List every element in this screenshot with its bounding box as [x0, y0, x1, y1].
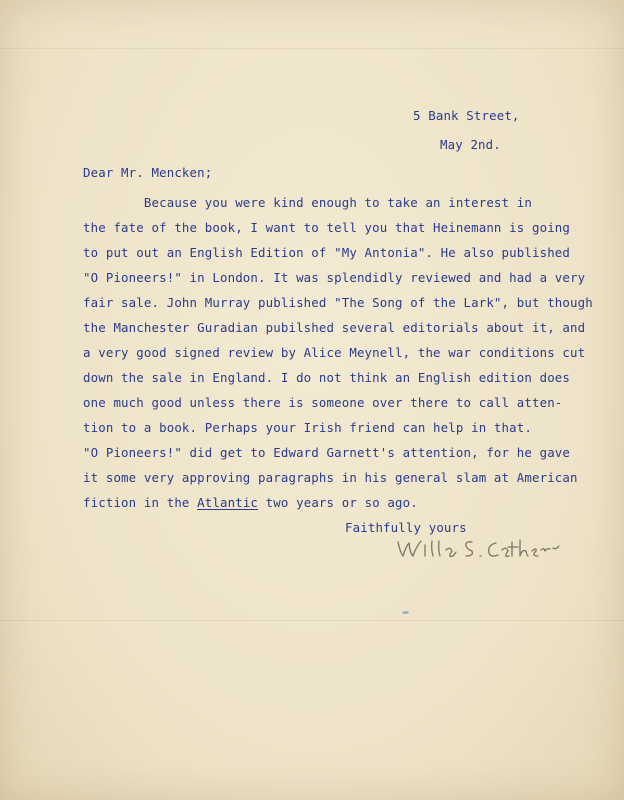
- date-line: May 2nd.: [440, 137, 501, 152]
- paper-fold-middle: [0, 620, 624, 621]
- body-line-last: [83, 496, 418, 510]
- body-line: tion to a book. Perhaps your Irish friend can help in that.: [83, 420, 532, 435]
- last-line-end: two years or so ago.: [258, 495, 418, 510]
- handwritten-signature: [392, 528, 572, 572]
- salutation: Dear Mr. Mencken;: [83, 165, 213, 180]
- body-line: down the sale in England. I do not think an English edition does: [83, 370, 571, 385]
- paper-fold-top: [0, 48, 624, 49]
- body-line: Because you were kind enough to take an interest in: [83, 195, 532, 210]
- magazine-title-atlantic: Atlantic: [197, 495, 259, 510]
- body-line: "O Pioneers!" did get to Edward Garnett's attention, for he gave: [83, 445, 571, 460]
- body-line: the fate of the book, I want to tell you that Heinemann is going: [83, 220, 571, 235]
- last-line-start: fiction in the: [83, 495, 198, 510]
- body-line: to put out an English Edition of "My Antonia". He also published: [83, 245, 571, 260]
- body-line: the Manchester Guradian pubilshed several editorials about it, and: [83, 320, 586, 335]
- body-line: fair sale. John Murray published "The Song of the Lark", but though: [83, 295, 593, 310]
- ink-spot: [402, 611, 409, 614]
- signature-image: [392, 528, 572, 572]
- address-line: 5 Bank Street,: [413, 108, 520, 123]
- body-line: one much good unless there is someone over there to call atten-: [83, 395, 563, 410]
- closing-line: Faithfully yours: [345, 520, 467, 535]
- body-line: it some very approving paragraphs in his general slam at American: [83, 470, 578, 485]
- body-line: a very good signed review by Alice Meynell, the war conditions cut: [83, 345, 586, 360]
- body-line: "O Pioneers!" in London. It was splendidly reviewed and had a very: [83, 270, 586, 285]
